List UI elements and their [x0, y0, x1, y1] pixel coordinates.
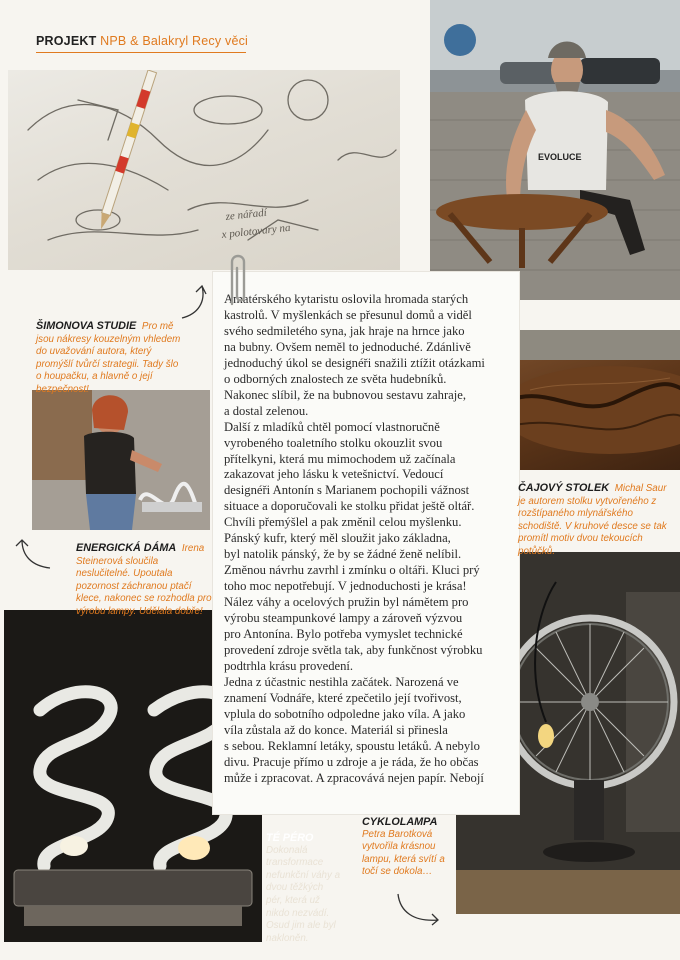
sketch-drawing [8, 70, 400, 270]
caption-energy-heading: ENERGICKÁ DÁMA [76, 542, 177, 554]
tshirt-text: EVOLUCE [538, 152, 582, 162]
caption-simon-text: Pro mě jsou nákresy kouzelným vhledem do uvažování autora, který promýšlí tvůrčí strategii. Tady šlo o houpačku, a hlavně o její bezpečnost! [36, 321, 181, 395]
tabletop-photo [520, 330, 680, 470]
caption-energy [76, 542, 214, 619]
sketch-scribble-2: x polotovary na [221, 221, 291, 241]
caption-pero-heading: TÉ PÉRO [266, 832, 314, 844]
arrow-simon-icon [178, 282, 214, 322]
caption-tea-text: Michal Saur je autorem stolku vytvořeného z rozštípaného mlynářského schodiště. V kruhové desce se tak promítl motiv dvou tekoucích potůčků. [518, 483, 667, 557]
caption-simon-heading: ŠIMONOVA STUDIE [36, 320, 137, 332]
street-photo [430, 0, 680, 300]
arrow-energy-icon [14, 536, 54, 572]
pencil-icon [97, 70, 157, 231]
page-header [36, 34, 248, 48]
sketch-scribble-1: ze nářadí [225, 206, 268, 223]
caption-cyclo-text: Petra Barotková vytvořila krásnou lampu, která svítí a točí se dokola… [362, 828, 445, 878]
paperclip-icon [222, 250, 254, 310]
caption-cyclo [362, 816, 458, 879]
caption-pero-text: Dokonalá transformace nefunkční váhy a dvou těžkých pér, která už nikdo nezvádí. Osud jim ale byl nakloněn. [266, 844, 341, 944]
caption-tea-heading: ČAJOVÝ STOLEK [518, 482, 609, 494]
header-rule [36, 52, 246, 53]
caption-pero [266, 832, 342, 945]
article-body: Amatérského kytaristu oslovila hromada starých kastrolů. V myšlenkách se přesunul domů a viděl svého sedmiletého syna, jak hraje na hrnce jako na bubny. Ovšem neměl to jednoduché. Zdánlivě jednoduchý úkol se designéři snažili ztížit otázkami o odborných znalostech ze světa hudebníků. Nakonec slíbil, že na bubnovou sestavu zahraje, a dostal zelenou. Další z mladíků chtěl pomocí vlastnoručně vyrobeného toaletního stolku okouzlit svou přítelkyni, která mu mimochodem už začínala zakazovat jeho lásku k vetešnictví. Vedoucí designéři Antonín s Marianem pochopili vážnost situace a doporučovali ke stolku přidat ještě oltář. Chvíli přemýšlel a pak změnil celou myšlenku. Pánský kufr, který měl sloužit jako základna, byl natolik pánský, že by se žádné ženě nelíbil. Změnou návrhu zavrhl i zmínku o oltáři. Kluci prý toho moc nepotřebují. V jednoduchosti je krása! Nález váhy a ocelových pružin byl námětem pro výrobu steampunkové lampy a zároveň výzvou pro Antonína. Bylo potřeba vymyslet technické provedení zdroje světla tak, aby funkčnost výrobku podtrhla krásu provedení. Jedna z účastnic nestihla začátek. Narozená ve znamení Vodnáře, které zpečetilo její tvořivost, vplula do sobotního odpoledne jako víla. A jako víla zůstala až do konce. Materiál si přinesla s sebou. Reklamní letáky, spoustu letáků. A nebylo divu. Pracuje přímo u zdroje a je ráda, že ho občas může i zpracovat. A zpracovává nejen papír. Nebojí [224, 292, 485, 785]
caption-cyclo-heading: CYKLOLAMPA [362, 816, 438, 828]
caption-simon [36, 320, 186, 397]
woman-photo [32, 390, 210, 530]
caption-energy-text: Irena Steinerová sloučila neslučitelné. Upoutala pozornost záchranou ptačí klece, nakonec se rozhodla pro výrobu lampy. Udělala dobře! [76, 543, 212, 617]
page-title: NPB & Balakryl Recy věci [100, 34, 249, 48]
section-label: PROJEKT [36, 34, 97, 48]
caption-tea [518, 482, 676, 559]
arrow-cyclo-icon [394, 890, 446, 928]
sketch-photo [8, 70, 400, 270]
